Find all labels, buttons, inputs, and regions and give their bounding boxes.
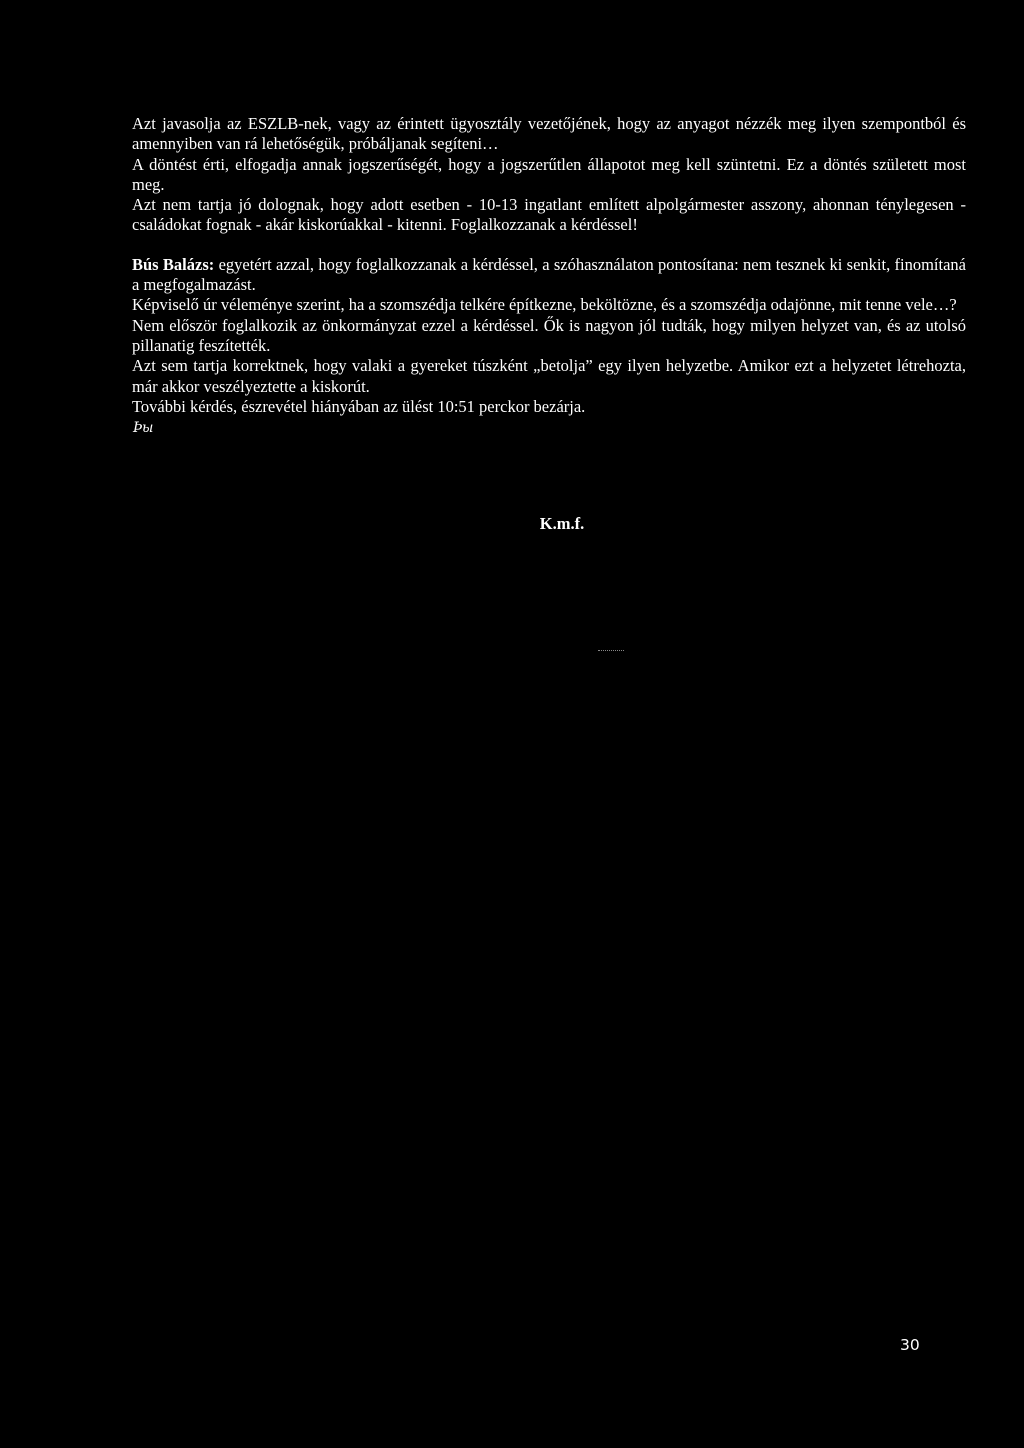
paragraph: Nem először foglalkozik az önkormányzat ezzel a kérdéssel. Ők is nagyon jól tudták, hogy milyen helyzet van, és az utolsó pillanatig feszítették. [132, 315, 966, 355]
page-number: 30 [900, 1336, 920, 1354]
paragraph: Azt sem tartja korrektnek, hogy valaki a gyereket túszként „betolja” egy ilyen helyzetbe. Amikor ezt a helyzetet létrehozta, már akkor veszélyeztette a kiskorút. [132, 356, 966, 396]
paragraph: A döntést érti, elfogadja annak jogszerűségét, hogy a jogszerűtlen állapotot meg kell szüntetni. Ez a döntés született most meg. [132, 154, 966, 194]
handwritten-initials: Þы [133, 420, 153, 437]
speaker-name: Bús Balázs: [132, 254, 215, 274]
paragraph: Azt nem tartja jó dolognak, hogy adott esetben - 10-13 ingatlant említett alpolgármester asszony, ahonnan ténylegesen - családokat fognak - akár kiskorúakkal - kitenni. Foglalkozzanak a kérdéssel! [132, 195, 966, 235]
paragraph-gap [132, 236, 966, 255]
paragraph: További kérdés, észrevétel hiányában az ülést 10:51 perckor bezárja. [132, 396, 586, 416]
paragraph: Azt javasolja az ESZLB-nek, vagy az érintett ügyosztály vezetőjének, hogy az anyagot nézzék meg ilyen szempontból és amennyiben van rá lehetőségük, próbáljanak segíteni… [132, 114, 966, 154]
speaker-paragraph [132, 255, 966, 296]
dotted-mark [598, 646, 624, 651]
paragraph: Képviselő úr véleménye szerint, ha a szomszédja telkére építkezne, beköltözne, és a szomszédja odajönne, mit tenne vele…? [132, 295, 957, 315]
speaker-text: egyetért azzal, hogy foglalkozzanak a kérdéssel, a szóhasználaton pontosítana: nem tesznek ki senkit, finomítaná a megfogalmazást. [132, 254, 967, 295]
closing-kmf: K.m.f. [539, 514, 585, 533]
document-body [132, 114, 966, 441]
